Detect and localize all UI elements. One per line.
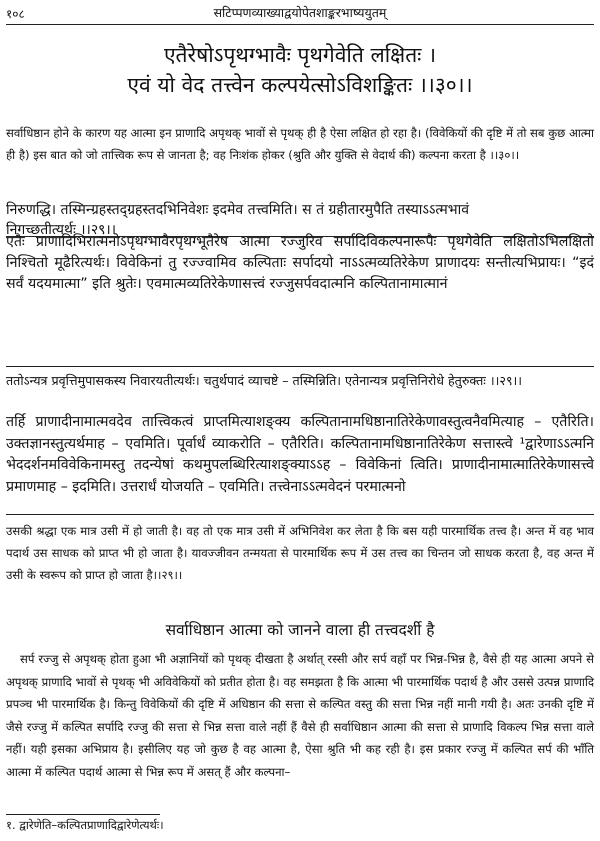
section-heading: सर्वाधिष्ठान आत्मा को जानने वाला ही तत्त्वदर्शी है: [165, 621, 435, 639]
sanskrit-tika: तर्हि प्राणादीनामात्मवदेव तात्त्विकत्वं प्राप्तमित्याशङ्क्य कल्पितानामधिष्ठानातिरेकेणावस्तुत्वनैवमित्याह – एतैरिति। उक्तज्ञानस्तुत्यर्थमाह – एवमिति। पूर्वार्धं व्याकरोति – एतैरिति। कल्पितानामधिष्ठानातिरेकेण सत्तास्त्वे ¹द्वारेणाऽऽत्मनि भेददर्शनमविवेकिनामस्तु तदन्येषां कथमुपलब्धिरित्याशङ्क्याऽऽह – विवेकिनां त्विति। प्राणादीनामात्मातिरेकेणासत्त्वे प्रमाणमाह – इदमिति। उत्तरार्धं योजयति – एवमिति। तत्त्वेनाऽऽत्मवेदनं परमात्मनो: [6, 414, 594, 495]
page-header: [6, 2, 594, 24]
hindi-commentary-30: सर्प रज्जु से अपृथक् होता हुआ भी अज्ञानियों को पृथक् दीखता है अर्थात् रस्सी और सर्प वहाँ पर भिन्न-भिन्न है, वैसे ही यह आत्मा अपने से अपृथक् प्राणादि भावों से पृथक् भी अविवेकियों को प्रतीत होता है। वह समझता है कि आत्मा भी पारमार्थिक पदार्थ है और उससे उत्पन्न प्राणादि प्रपञ्च भी पारमार्थिक है। किन्तु विवेकियों की दृष्टि में अधिष्ठान की सत्ता से कल्पित वस्तु की सत्ता भिन्न नहीं मानी गयी है। अतः उनकी दृष्टि में जैसे रज्जु में कल्पित सर्पादि रज्जु की सत्ता से भिन्न सत्ता वाले नहीं हैं वैसे ही सर्वाधिष्ठान आत्मा की सत्ता से प्राणादि विकल्प भिन्न सत्ता वाले नहीं। यही इसका अभिप्राय है। इसीलिए यह जो कुछ है वह आत्मा है, ऐसा श्रुति भी कह रही है। इस प्रकार रज्जु में कल्पित सर्प की भाँति आत्मा में कल्पित पदार्थ आत्मा से भिन्न रूप में असत् हैं और कल्पना–: [6, 652, 594, 779]
footnote-rule: [6, 814, 160, 815]
hindi-translation: सर्वाधिष्ठान होने के कारण यह आत्मा इन प्राणादि अपृथक् भावों से पृथक् ही है ऐसा लक्षित हो रहा है। (विवेकियों की दृष्टि में तो सब कुछ आत्मा ही है) इस बात को जो तात्त्विक रूप से जानता है; वह निःशंक होकर (श्रुति और युक्ति से वेदार्थ की) कल्पना करता है ।।३०।।: [6, 126, 594, 162]
page-number: १०८: [6, 7, 25, 21]
hindi-commentary-29: उसकी श्रद्धा एक मात्र उसी में हो जाती है। वह तो एक मात्र उसी में अभिनिवेश कर लेता है कि बस यही पारमार्थिक तत्त्व है। अन्त में वह भाव पदार्थ उस साधक को प्राप्त भी हो जाता है। यावज्जीवन तन्मयता से पारमार्थिक रूप में उस तत्त्व का चिन्तन जो साधक करता है, वह अन्त में उसी के स्वरूप को प्राप्त हो जाता है।।२९।।: [6, 524, 594, 582]
sanskrit-line-2: निगच्छतीत्यर्थः ।।२९।।: [6, 222, 117, 238]
verse-line-1: एतैरेषोऽपृथग्भावैः पृथगेवेति लक्षितः ।: [163, 43, 437, 67]
footnote: १. द्वारेणेति–कल्पितप्राणादिद्वारेणेत्यर्थः।: [6, 818, 164, 832]
running-title: सटिप्पणव्याख्याद्वयोपेतशाङ्करभाष्ययुतम्: [213, 5, 387, 20]
header-rule: [6, 24, 594, 25]
sanskrit-bhashya: एतैः प्राणादिभिरात्मनोऽपृथग्भावैरपृथग्भूतैरेष आत्मा रज्जुरिव सर्पादिविकल्पनारूपैः पृथगेवेति लक्षितोऽभिलक्षितो निश्चितो मूढैरित्यर्थः। विवेकिनां तु रज्ज्वामिव कल्पिताः सर्पादयो नाऽऽत्मव्यतिरेकेण प्राणादयः सन्तीत्यभिप्रायः। “इदं सर्वं यदयमात्मा” इति श्रुतेः। एवमात्मव्यतिरेकेणासत्त्वं रज्जुसर्पवदात्मनि कल्पितानामात्मानं: [6, 234, 594, 292]
karika-verse: [0, 40, 600, 100]
divider-2: [6, 366, 594, 367]
sanskrit-gloss: ततोऽन्यत्र प्रवृत्तिमुपासकस्य निवारयतीत्यर्थः। चतुर्थपादं व्याचष्टे – तस्मिन्निति। एतेनान्यत्र प्रवृत्तिनिरोधे हेतुरुक्तः ।।२९।।: [6, 373, 523, 388]
verse-line-2: एवं यो वेद तत्त्वेन कल्पयेत्सोऽविशङ्कितः ।।३०।।: [127, 73, 473, 97]
divider-3: [6, 514, 594, 515]
sanskrit-line-1: निरुणद्धि। तस्मिन्ग्रहस्तद्ग्रहस्तदभिनिवेशः इदमेव तत्त्वमिति। स तं ग्रहीतारमुपैति तस्याऽऽत्मभावं: [6, 202, 469, 218]
